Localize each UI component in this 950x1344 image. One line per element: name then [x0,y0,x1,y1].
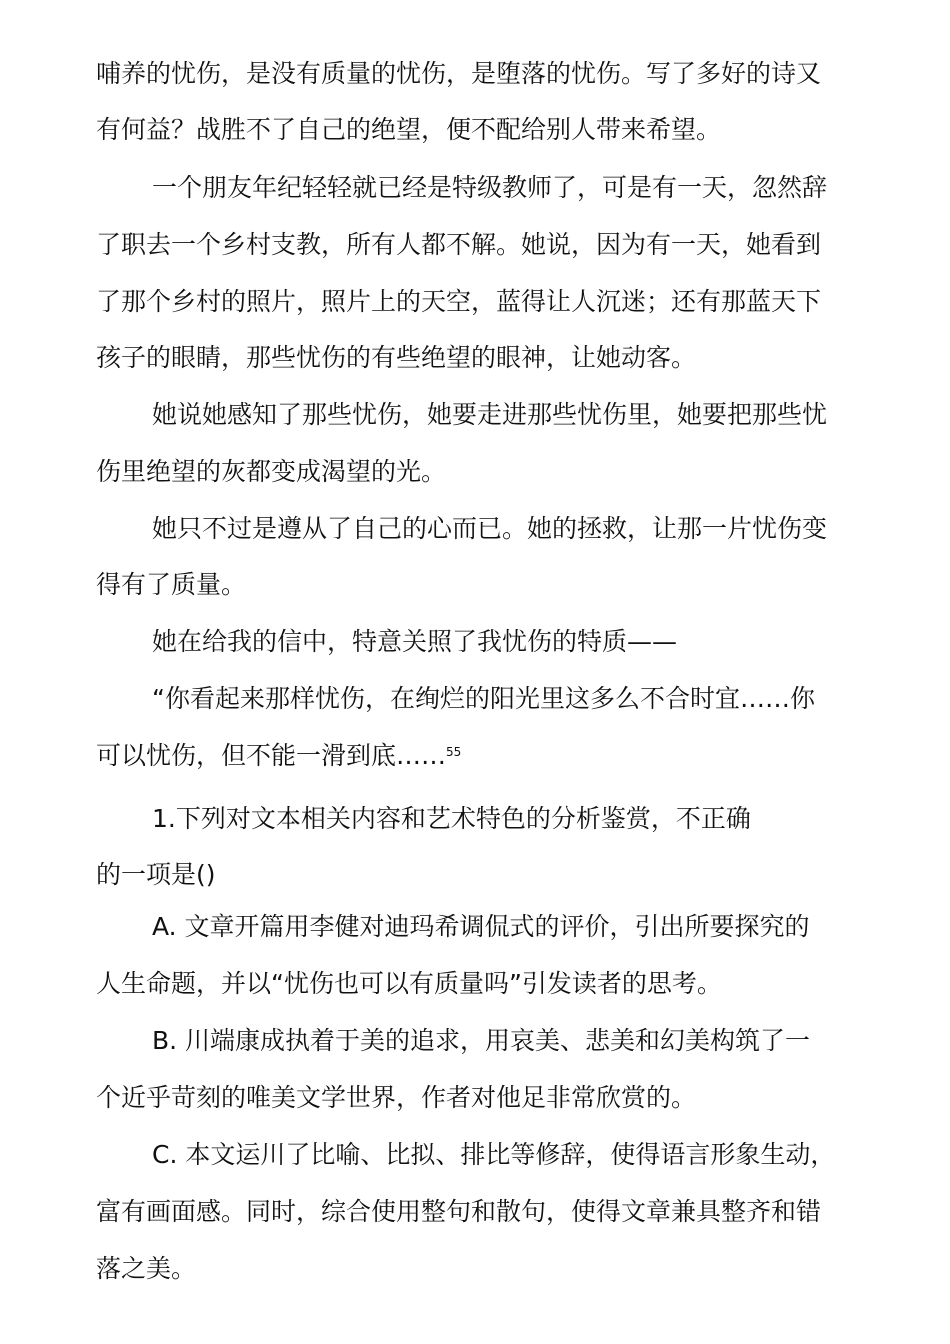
option-b-line-1: B. 川端康成执着于美的追求，用哀美、悲美和幻美构筑了一 [152,1026,811,1055]
option-a-line-2: 人生命题，并以“忧伤也可以有质量吗”引发读者的思考。 [96,969,722,998]
option-b-line-2: 个近乎苛刻的唯美文学世界，作者对他足非常欣赏的。 [96,1083,697,1112]
text-line-3: 一个朋友年纪轻轻就已经是特级教师了，可是有一天，忽然辞 [152,173,828,202]
text-line-11: 她在给我的信中，特意关照了我忧伤的特质—— [152,627,678,656]
text-line-6: 孩子的眼睛，那些忧伤的有些绝望的眼神，让她动客。 [96,343,697,372]
text-line-12: “你看起来那样忧伤，在绚烂的阳光里这多么不合时宜……你 [152,684,815,713]
text-line-1: 哺养的忧伤，是没有质量的忧伤，是堕落的忧伤。写了多好的诗又 [96,59,822,88]
quote-end-text: 可以忧伤，但不能一滑到底…… [96,741,447,770]
option-c-line-2: 富有画面感。同时，综合使用整句和散句，使得文章兼具整齐和错 [96,1197,822,1226]
text-line-13 [96,738,461,774]
text-line-9: 她只不过是遵从了自己的心而已。她的拯救，让那一片忧伤变 [152,514,828,543]
question-stem-line-2: 的一项是() [96,860,216,889]
footnote-mark: 55 [446,745,462,759]
option-c-line-3: 落之美。 [96,1254,197,1283]
text-line-10: 得有了质量。 [96,570,247,599]
option-c-line-1: C. 本文运川了比喻、比拟、排比等修辞，使得语言形象生动， [152,1140,836,1169]
text-line-2: 有何益？战胜不了自己的绝望，便不配给别人带来希望。 [96,115,722,144]
question-stem-line-1: 1.下列对文本相关内容和艺术特色的分析鉴赏，不正确 [152,804,751,833]
text-line-5: 了那个乡村的照片，照片上的天空，蓝得让人沉迷；还有那蓝天下 [96,287,822,316]
text-line-7: 她说她感知了那些忧伤，她要走进那些忧伤里，她要把那些忧 [152,400,828,429]
text-line-4: 了职去一个乡村支教，所有人都不解。她说，因为有一天，她看到 [96,230,822,259]
text-line-8: 伤里绝望的灰都变成渴望的光。 [96,457,447,486]
option-a-line-1: A. 文章开篇用李健对迪玛希调侃式的评价，引出所要探究的 [152,912,810,941]
